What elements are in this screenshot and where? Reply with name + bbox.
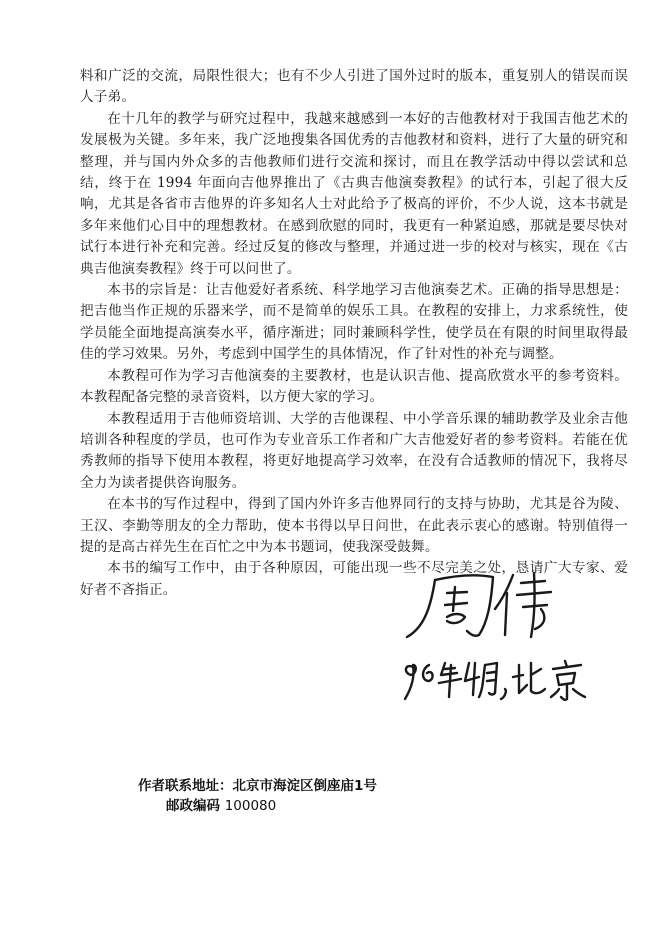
paragraph: 本书的编写工作中，由于各种原因，可能出现一些不尽完美之处，恳请广大专家、爱好者不吝指正。 xyxy=(80,560,628,598)
preface-body xyxy=(80,66,628,601)
paragraph: 在本书的写作过程中，得到了国内外许多吉他界同行的支持与协助，尤其是谷为陵、王汉、李勤等朋友的全力帮助，使本书得以早日问世，在此表示衷心的感谢。特别值得一提的是高古祥先生在百忙之中为本书题词，使我深受鼓舞。 xyxy=(80,496,628,555)
postcode-line xyxy=(138,796,377,816)
postcode-label: 邮政编码 xyxy=(166,798,220,814)
handwritten-signature xyxy=(395,565,600,745)
address-value: 北京市海淀区倒座庙1号 xyxy=(232,778,377,794)
paragraph: 本教程可作为学习吉他演奏的主要教材，也是认识吉他、提高欣赏水平的参考资料。本教程配备完整的录音资料，以方便大家的学习。 xyxy=(80,367,628,406)
address-label: 作者联系地址： xyxy=(138,778,233,794)
paragraph: 本书的宗旨是：让吉他爱好者系统、科学地学习吉他演奏艺术。正确的指导思想是：把吉他当作正规的乐器来学，而不是简单的娱乐工具。在教程的安排上，力求系统性，使学员能全面地提高演奏水平，循序渐进；同时兼顾科学性，使学员在有限的时间里取得最佳的学习效果。另外，考虑到中国学生的具体情况，作了针对性的补充与调整。 xyxy=(80,282,628,363)
author-contact xyxy=(138,776,377,816)
paragraph: 本教程适用于吉他师资培训、大学的吉他课程、中小学音乐课的辅助教学及业余吉他培训各种程度的学员，也可作为专业音乐工作者和广大吉他爱好者的参考资料。若能在优秀教师的指导下使用本教程，将更好地提高学习效率，在没有合适教师的情况下，我将尽全力为读者提供咨询服务。 xyxy=(80,410,628,491)
paragraph: 在十几年的教学与研究过程中，我越来越感到一本好的吉他教材对于我国吉他艺术的发展极为关键。多年来，我广泛地搜集各国优秀的吉他教材和资料，进行了大量的研究和整理，并与国内外众多的吉他教师们进行交流和探讨，而且在教学活动中得以尝试和总结，终于在 1994 年面向吉他界推出了《古典吉他演奏教程》的试行本，引起了很大反响，尤其是各省市吉他界的许多知名人士对此给予了极高的评价，不少人说，这本书就是多年来他们心目中的理想教材。在感到欣慰的同时，我更有一种紧迫感，那就是要尽快对试行本进行补充和完善。经过反复的修改与整理，并通过进一步的校对与核实，现在《古典吉他演奏教程》终于可以问世了。 xyxy=(80,110,628,277)
postcode-value: 100080 xyxy=(224,798,277,814)
address-line xyxy=(138,776,377,796)
signature-drawing xyxy=(395,565,600,745)
paragraph-continued: 料和广泛的交流，局限性很大；也有不少人引进了国外过时的版本，重复别人的错误而误人子弟。 xyxy=(80,68,628,106)
